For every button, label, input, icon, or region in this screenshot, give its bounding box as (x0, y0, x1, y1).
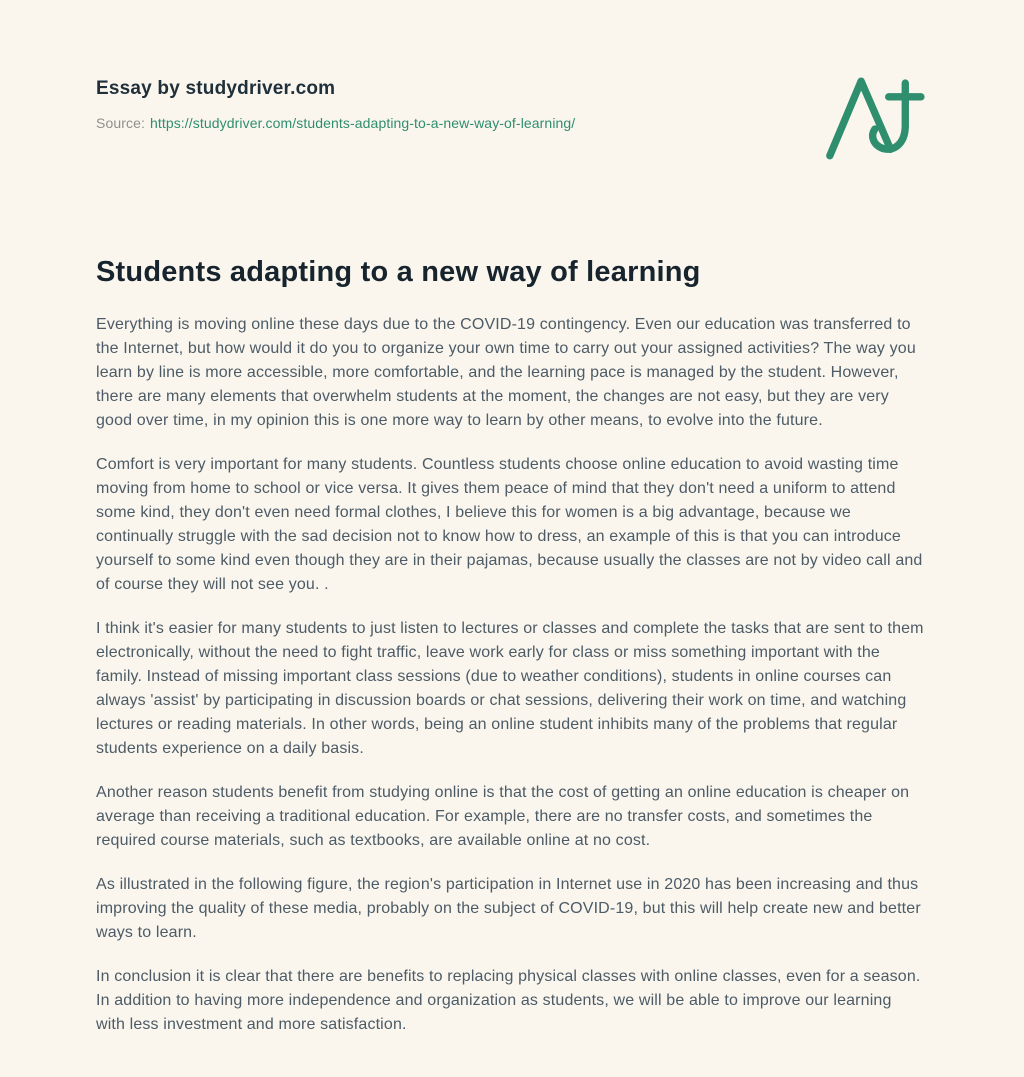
page-header (96, 78, 925, 164)
essay-paragraph: Comfort is very important for many students. Countless students choose online education to avoid wasting time moving from home to school or vice versa. It gives them peace of mind that they don't need a uniform to attend some kind, they don't even need formal clothes, I believe this for women is a big advantage, because we continually struggle with the sad decision not to know how to dress, an example of this is that you can introduce yourself to some kind even though they are in their pajamas, because usually the classes are not by video call and of course they will not see you. . (96, 456, 923, 593)
header-text-block (96, 78, 575, 131)
essay-paragraph: As illustrated in the following figure, the region's participation in Internet use in 2020 has been increasing and thus improving the quality of these media, probably on the subject of COVID-19, but this will help create new and better ways to learn. (96, 876, 921, 941)
essay-byline: Essay by studydriver.com (96, 78, 336, 99)
essay-paragraph: I think it's easier for many students to just listen to lectures or classes and complete the tasks that are sent to them electronically, without the need to fight traffic, leave work early for class or miss something important with the family. Instead of missing important class sessions (due to weather conditions), students in online courses can always 'assist' by participating in discussion boards or chat sessions, delivering their work on time, and watching lectures or reading materials. In other words, being an online student inhibits many of the problems that regular students experience on a daily basis. (96, 620, 924, 757)
source-line (96, 115, 575, 131)
essay-body (96, 313, 925, 1037)
studydriver-logo-icon (823, 72, 925, 164)
source-label: Source: (96, 115, 145, 131)
essay-main (96, 256, 925, 1037)
source-url-link[interactable]: https://studydriver.com/students-adapting-to-a-new-way-of-learning/ (149, 115, 576, 131)
essay-paragraph: In conclusion it is clear that there are benefits to replacing physical classes with online classes, even for a season. In addition to having more independence and organization as students, we will be able to improve our learning with less investment and more satisfaction. (96, 968, 921, 1033)
essay-title: Students adapting to a new way of learning (96, 256, 701, 288)
essay-paragraph: Everything is moving online these days due to the COVID-19 contingency. Even our education was transferred to the Internet, but how would it do you to organize your own time to carry out your assigned activities? The way you learn by line is more accessible, more comfortable, and the learning pace is managed by the student. However, there are many elements that overwhelm students at the moment, the changes are not easy, but they are very good over time, in my opinion this is one more way to learn by other means, to evolve into the future. (96, 316, 916, 429)
essay-paragraph: Another reason students benefit from studying online is that the cost of getting an online education is cheaper on average than receiving a traditional education. For example, there are no transfer costs, and sometimes the required course materials, such as textbooks, are available online at no cost. (96, 784, 910, 849)
